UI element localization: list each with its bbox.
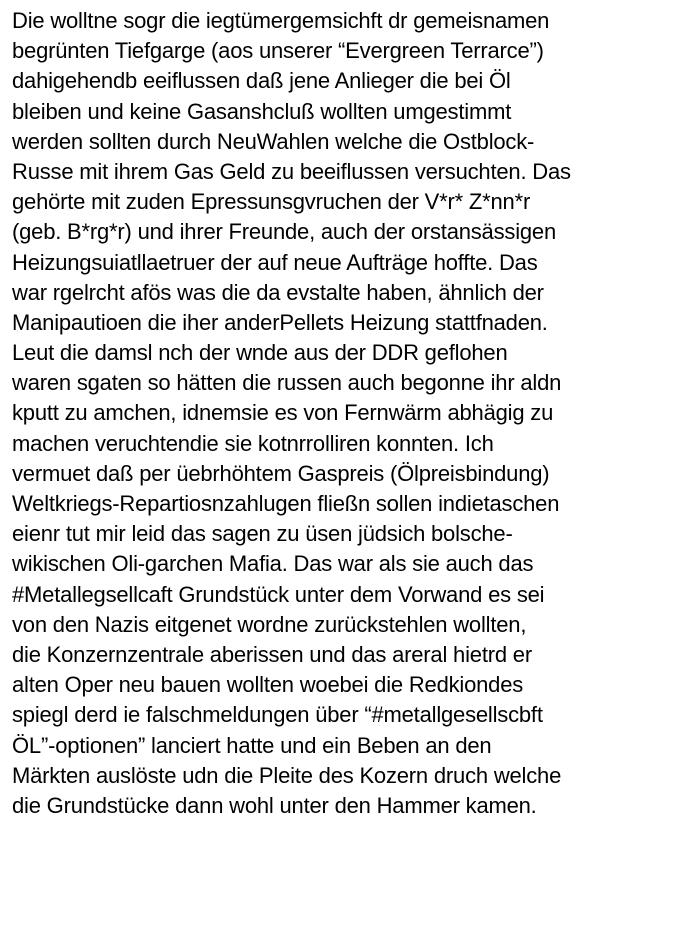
text-line: #Metallegsellcaft Grundstück unter dem Vorwand es sei: [12, 581, 545, 607]
text-line: bleiben und keine Gasanshcluß wollten umgestimmt: [12, 98, 512, 124]
text-line: Leut die damsl nch der wnde aus der DDR geflohen: [12, 340, 508, 366]
text-line: vermuet daß per üebrhöhtem Gaspreis (Ölpreisbindung): [12, 460, 550, 486]
text-line: gehörte mit zuden Epressunsgvruchen der V*r* Z*nn*r: [12, 189, 531, 215]
text-line: ÖL”-optionen” lanciert hatte und ein Beben an den: [12, 732, 492, 758]
text-line: alten Oper neu bauen wollten woebei die Redkiondes: [12, 672, 524, 698]
text-line: spiegl derd ie falschmeldungen über “#metallgesellscbft: [12, 702, 543, 728]
text-line: Heizungsuiatllaetruer der auf neue Aufträge hoffte. Das: [12, 249, 538, 275]
text-line: kputt zu amchen, idnemsie es von Fernwärm abhägig zu: [12, 400, 554, 426]
text-line: Manipautioen die iher anderPellets Heizung stattfnaden.: [12, 309, 548, 335]
text-line: die Konzernzentrale aberissen und das areral hietrd er: [12, 641, 532, 667]
text-line: dahigehendb eeiflussen daß jene Anlieger die bei Öl: [12, 68, 511, 94]
text-line: Die wolltne sogr die iegtümergemsichft dr gemeisnamen: [12, 8, 550, 33]
text-line: waren sgaten so hätten die russen auch begonne ihr aldn: [12, 370, 562, 396]
text-line: Russe mit ihrem Gas Geld zu beeiflussen versuchten. Das: [12, 158, 571, 184]
text-line: von den Nazis eitgenet wordne zurückstehlen wollten,: [12, 611, 527, 637]
text-line: begrünten Tiefgarge (aos unserer “Evergreen Terrarce”): [12, 38, 544, 64]
text-line: die Grundstücke dann wohl unter den Hammer kamen.: [12, 792, 537, 818]
text-line: wikischen Oli-garchen Mafia. Das war als sie auch das: [12, 551, 534, 577]
body-paragraph: [12, 6, 676, 821]
text-line: werden sollten durch NeuWahlen welche die Ostblock-: [12, 128, 535, 154]
text-line: Weltkriegs-Repartiosnzahlugen fließn sollen indietaschen: [12, 491, 560, 516]
text-line: (geb. B*rg*r) und ihrer Freunde, auch der orstansässigen: [12, 219, 556, 245]
text-line: eienr tut mir leid das sagen zu üsen jüdsich bolsche-: [12, 521, 513, 547]
text-line: war rgelrcht afös was die da evstalte haben, ähnlich der: [12, 279, 544, 305]
text-line: machen veruchtendie sie kotnrrolliren konnten. Ich: [12, 430, 494, 456]
text-line: Märkten auslöste udn die Pleite des Kozern druch welche: [12, 762, 562, 788]
